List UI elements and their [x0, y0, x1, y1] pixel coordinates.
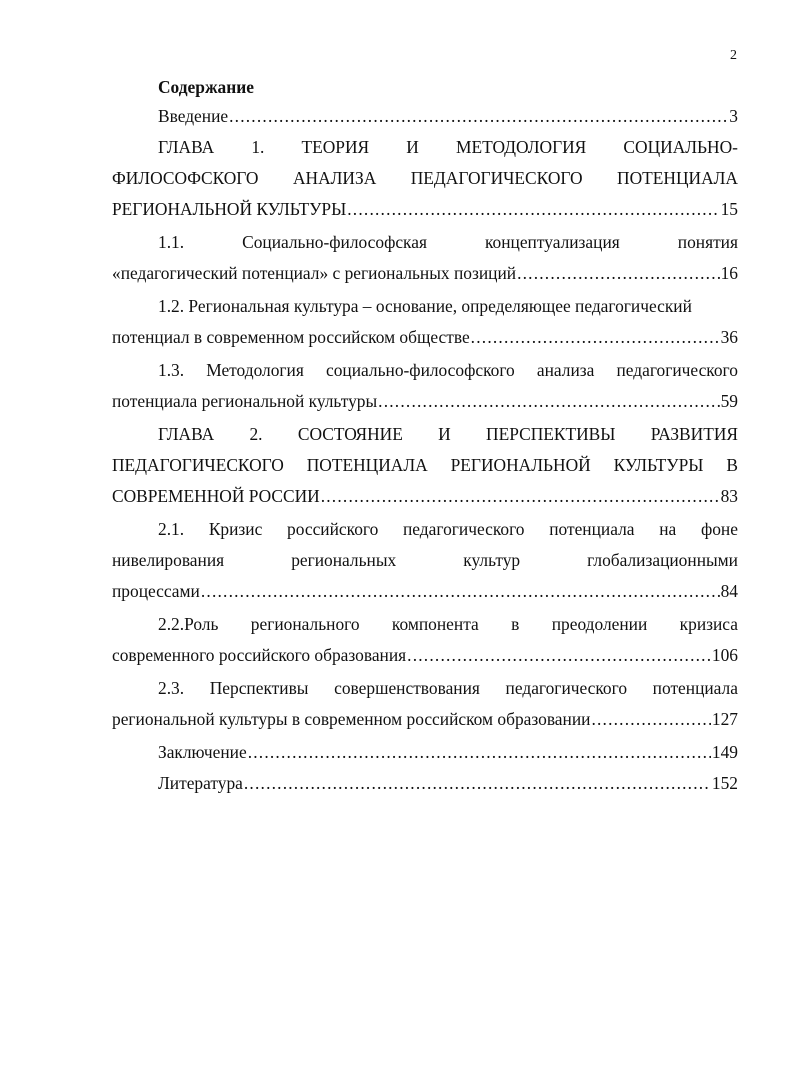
toc-page-number: 15: [720, 199, 738, 219]
toc-page-number: 152: [711, 773, 738, 793]
word: компонента: [391, 614, 479, 634]
word: социально-философского: [326, 360, 515, 380]
dot-leader: [201, 576, 720, 607]
toc-entry-text: 1.2. Региональная культура – основание, определяющее педагогический: [158, 296, 692, 316]
dot-leader: [321, 481, 720, 512]
word: 2.3.: [158, 678, 185, 698]
word: 1.3.: [158, 360, 185, 380]
toc-page-number: 84: [720, 581, 738, 601]
toc-entry-label: потенциала региональной культуры: [112, 391, 378, 411]
toc-entry-chapter-2[interactable]: [112, 419, 738, 512]
word: ПЕРСПЕКТИВЫ: [486, 424, 616, 444]
word: СОСТОЯНИЕ: [297, 424, 403, 444]
toc-entry-label: Введение: [158, 106, 229, 126]
toc-entry-introduction[interactable]: [112, 101, 738, 132]
toc-page-number: 36: [720, 327, 738, 347]
toc-page-number: 3: [729, 106, 738, 126]
word: потенциала: [549, 519, 635, 539]
word: ГЛАВА: [158, 424, 215, 444]
page-number: 2: [730, 48, 737, 63]
word: глобализационными: [587, 550, 738, 570]
toc-entry-label: Литература: [158, 773, 243, 793]
word: педагогического: [403, 519, 525, 539]
toc-entry-conclusion[interactable]: [112, 737, 738, 768]
word: концептуализация: [484, 232, 620, 252]
toc-page-number: 149: [711, 742, 738, 762]
word: АНАЛИЗА: [292, 168, 377, 188]
toc-entry-label: потенциал в современном российском обществе: [112, 327, 470, 347]
word: И: [406, 137, 419, 157]
dot-leader: [229, 101, 728, 132]
word: педагогического: [616, 360, 738, 380]
word: РЕГИОНАЛЬНОЙ: [450, 455, 591, 475]
dot-leader: [248, 737, 711, 768]
word: МЕТОДОЛОГИЯ: [455, 137, 587, 157]
word: преодолении: [551, 614, 648, 634]
toc-page-number: 83: [720, 486, 738, 506]
toc-entry-label: «педагогический потенциал» с региональных позиций: [112, 263, 517, 283]
word: 1.1.: [158, 232, 185, 252]
toc-page-number: 59: [720, 391, 738, 411]
toc-entry-literature[interactable]: [112, 768, 738, 799]
word: ПЕДАГОГИЧЕСКОГО: [112, 455, 284, 475]
word: ПЕДАГОГИЧЕСКОГО: [410, 168, 583, 188]
word: совершенствования: [334, 678, 480, 698]
toc-page-number: 106: [711, 645, 738, 665]
toc-entry-section-1-3[interactable]: [112, 355, 738, 417]
dot-leader: [471, 322, 720, 353]
toc-entry-section-2-3[interactable]: [112, 673, 738, 735]
word: ПОТЕНЦИАЛА: [306, 455, 428, 475]
toc-entry-label: современного российского образования: [112, 645, 407, 665]
word: 2.: [249, 424, 263, 444]
toc-entry-chapter-1[interactable]: [112, 132, 738, 225]
word: анализа: [536, 360, 595, 380]
toc-entry-label: процессами: [112, 581, 200, 601]
toc-entry-section-1-1[interactable]: [112, 227, 738, 289]
word: Перспективы: [209, 678, 309, 698]
word: педагогического: [505, 678, 628, 698]
toc-entry-label: региональной культуры в современном российском образовании: [112, 709, 591, 729]
toc-entry-label: Заключение: [158, 742, 247, 762]
word: 2.1.: [158, 519, 185, 539]
word: В: [726, 455, 738, 475]
word: 2.2.Роль: [158, 614, 219, 634]
word: ФИЛОСОФСКОГО: [112, 168, 259, 188]
dot-leader: [347, 194, 719, 225]
word: ГЛАВА: [158, 137, 215, 157]
word: И: [438, 424, 451, 444]
word: понятия: [677, 232, 738, 252]
word: 1.: [251, 137, 265, 157]
word: ПОТЕНЦИАЛА: [617, 168, 738, 188]
word: Методология: [206, 360, 304, 380]
toc-title: Содержание: [158, 77, 255, 97]
toc-page-number: 127: [711, 709, 738, 729]
word: СОЦИАЛЬНО-: [623, 137, 738, 157]
word: на: [659, 519, 677, 539]
toc-page-number: 16: [720, 263, 738, 283]
table-of-contents: [112, 74, 738, 799]
word: РАЗВИТИЯ: [650, 424, 738, 444]
word: нивелирования: [112, 550, 225, 570]
toc-entry-section-1-2[interactable]: [112, 291, 738, 353]
word: КУЛЬТУРЫ: [613, 455, 704, 475]
word: регионального: [250, 614, 360, 634]
dot-leader: [407, 640, 711, 671]
word: кризиса: [679, 614, 738, 634]
toc-entry-label: СОВРЕМЕННОЙ РОССИИ: [112, 486, 320, 506]
word: в: [511, 614, 520, 634]
word: фоне: [700, 519, 738, 539]
dot-leader: [517, 258, 720, 289]
word: ТЕОРИЯ: [301, 137, 370, 157]
word: Социально-философская: [242, 232, 427, 252]
toc-entry-section-2-2[interactable]: [112, 609, 738, 671]
word: региональных: [291, 550, 397, 570]
word: Кризис: [208, 519, 263, 539]
word: российского: [287, 519, 379, 539]
toc-entry-label: РЕГИОНАЛЬНОЙ КУЛЬТУРЫ: [112, 199, 347, 219]
dot-leader: [244, 768, 711, 799]
word: культур: [463, 550, 521, 570]
word: потенциала: [652, 678, 738, 698]
dot-leader: [591, 704, 710, 735]
dot-leader: [378, 386, 719, 417]
toc-entry-section-2-1[interactable]: [112, 514, 738, 607]
